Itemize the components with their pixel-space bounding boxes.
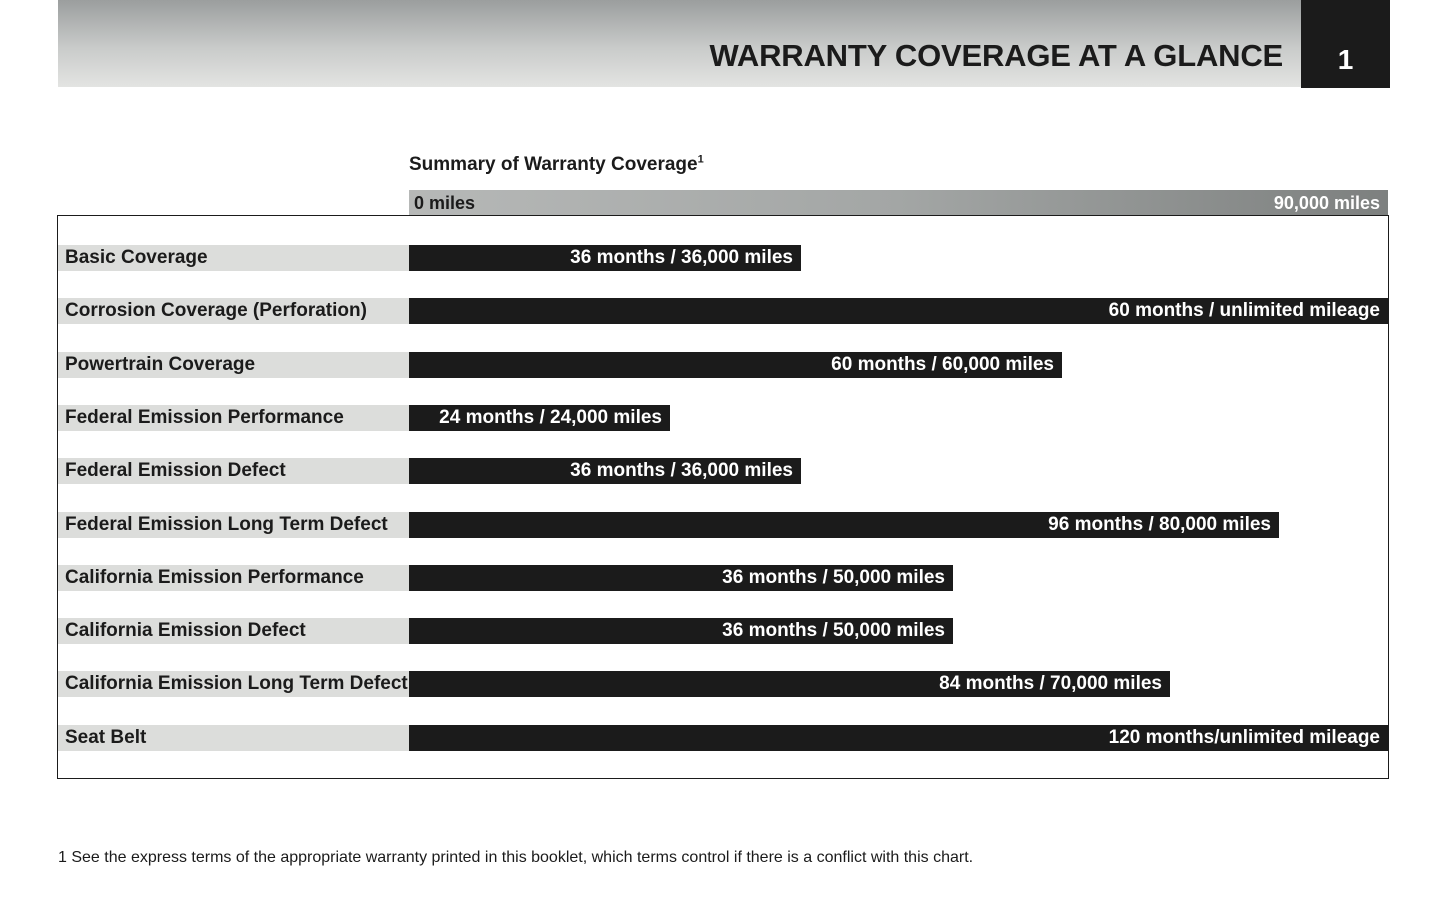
row-label: California Emission Performance [58,565,409,591]
scale-min-label: 0 miles [414,193,476,213]
bar-data-label: 36 months / 50,000 miles [722,567,945,588]
chart-title-text: Summary of Warranty Coverage [409,154,698,175]
bar-data-label: 60 months / 60,000 miles [831,354,1054,375]
coverage-bar [409,352,1062,378]
coverage-bar [409,618,953,644]
coverage-bar [409,725,1388,751]
row-label: California Emission Defect [58,618,409,644]
row-label: California Emission Long Term Defect [58,671,409,697]
scale-bar [409,190,1388,215]
row-label: Basic Coverage [58,245,409,271]
row-label: Corrosion Coverage (Perforation) [58,298,409,324]
chart-title [409,154,704,176]
bar-data-label: 84 months / 70,000 miles [939,673,1162,694]
footnote: 1 See the express terms of the appropriate warranty printed in this booklet, which terms control if there is a conflict with this chart. [58,849,974,866]
bar-data-label: 120 months/unlimited mileage [1108,727,1380,748]
chart-title-footnote-mark: 1 [697,153,704,166]
coverage-bar [409,565,953,591]
bar-data-label: 24 months / 24,000 miles [439,407,662,428]
bar-data-label: 96 months / 80,000 miles [1048,514,1271,535]
row-label: Federal Emission Performance [58,405,409,431]
scale-max-label: 90,000 miles [1273,193,1380,213]
bar-data-label: 36 months / 50,000 miles [722,620,945,641]
page-number: 1 [1337,44,1354,75]
coverage-bar [409,671,1170,697]
row-label: Federal Emission Defect [58,458,409,484]
coverage-bar [409,458,801,484]
row-label: Federal Emission Long Term Defect [58,512,409,538]
row-label: Seat Belt [58,725,409,751]
bar-data-label: 60 months / unlimited mileage [1108,300,1380,321]
bar-data-label: 36 months / 36,000 miles [570,460,793,481]
coverage-bar [409,405,670,431]
page-title: WARRANTY COVERAGE AT A GLANCE [709,38,1283,73]
coverage-bar [409,298,1388,324]
row-label: Powertrain Coverage [58,352,409,378]
page-number-box [1301,0,1390,88]
bar-data-label: 36 months / 36,000 miles [570,247,793,268]
coverage-bar [409,512,1279,538]
coverage-bar [409,245,801,271]
